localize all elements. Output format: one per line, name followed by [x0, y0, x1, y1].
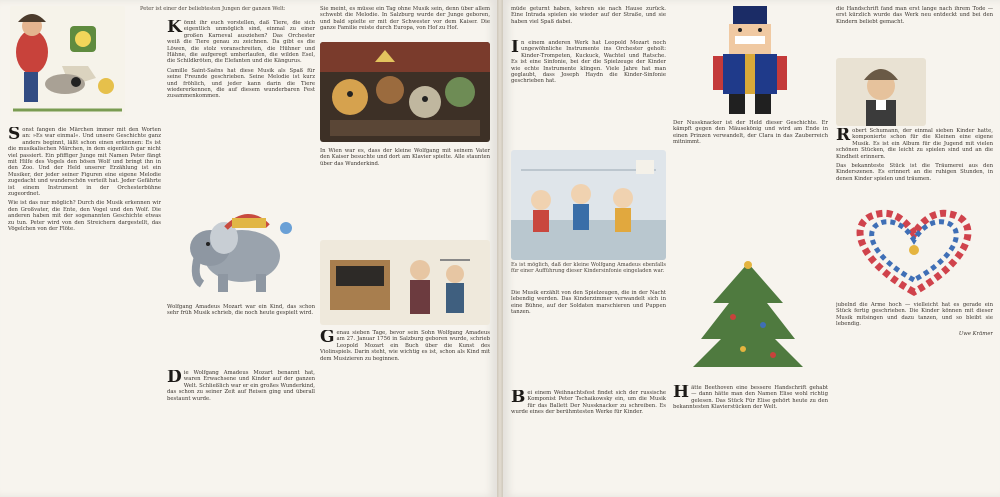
dropcap: K	[167, 20, 182, 37]
right-column-2-bottom	[673, 385, 828, 492]
peter-and-wolf-illustration	[10, 6, 125, 116]
caption-text: Peter ist einer der beliebtesten Jungen der ganzen Welt:	[140, 6, 286, 12]
paragraph: müde geturnt haben, kehren sie nach Hause zurück. Eine Intrada spielen sie wieder auf der Straße, und sie haben viel Spaß dabei.	[511, 6, 666, 25]
caption-text: Es ist möglich, daß der kleine Wolfgang Amadeus ebenfalls für einer Aufführung dieser Kindersinfonie eingeladen war.	[511, 262, 666, 275]
paragraph: onst fangen die Märchen immer mit den Worten an: »Es war einmal«. Und unsere Geschichte ganz anders beginnt, läßt schon einen erkennen: Es ist die musikalischen Märchen, in dem eigentlich gar nicht viel passiert. Ein pfiffiger Junge mit Namen Peter fängt mit Hilfe des Vogels den bösen Wolf und bringt ihn in den Zoo. Und der Held unserer Erzählung ist ein Musiker, der jeder seiner Figuren eine eigene Melodie zugedacht und wunderschön verteilt hat. Jeder Gefährte ist einem Instrument in der Orchesterbühne zugeordnet.	[8, 127, 161, 198]
paragraph: In Wien war es, dass der kleine Wolfgang mit seinem Vater den Kaiser besuchte und dort am Klavier spielte. Alle staunten über das Wunderkind.	[320, 148, 490, 167]
left-column-2-bottom	[167, 370, 315, 492]
dropcap: R	[836, 128, 851, 145]
left-column-2-lower	[167, 304, 315, 364]
elephant-illustration	[168, 198, 308, 298]
dropcap: D	[167, 370, 182, 387]
right-col1-top	[511, 6, 666, 36]
dropcap: G	[320, 330, 335, 347]
right-page	[503, 0, 1000, 497]
paragraph: ie Wolfgang Amadeus Mozart benannt hat, waren Erwachsene und Kinder auf der ganzen Welt. Schließlich war er ein großes Wunderkind, das schon zu seiner Zeit auf Reisen ging und überall bestaunt wurde.	[167, 370, 315, 402]
paragraph: Das bekannteste Stück ist die Träumerei aus den Kinderszenen. Es erinnert an die ruhigen Stunden, in denen Kinder spielen und träumen.	[836, 163, 993, 182]
right-column-1-bottom	[511, 390, 666, 492]
paragraph: Wolfgang Amadeus Mozart war ein Kind, das schon sehr früh Musik schrieb, die noch heute gespielt wird.	[167, 304, 315, 317]
left-column-2	[167, 20, 315, 195]
dropcap: I	[511, 40, 519, 57]
right-column-3-top	[836, 6, 993, 66]
dropcap: S	[8, 127, 21, 144]
children-orchestra-illustration	[511, 150, 666, 260]
author-name: Uwe Krämer	[958, 330, 993, 337]
left-column-3-bottom	[320, 330, 490, 492]
paragraph: Wie ist das nur möglich? Durch die Musik erkennen wir den Großvater, die Ente, den Vogel und den Wolf. Die anderen haben mit der sogenannten Geschichte etwas zu tun. Peter wird von den Streichern dargestellt, das Vögelchen von der Flöte.	[8, 200, 161, 233]
paragraph: die Handschrift fand man erst lange nach ihrem Tode — erst kürzlich wurde das Werk neu entdeckt und bei den Kindern beliebt gemacht.	[836, 6, 993, 25]
paragraph: ätte Beethoven eine bessere Handschrift gehabt — dann hätte man den Namen Elise wohl richtig gelesen. Das Stück Für Elise gehört heute zu den bekanntesten Klavierstücken der Welt.	[673, 385, 828, 411]
heart-of-candies-illustration	[836, 200, 993, 300]
dropcap: B	[511, 390, 526, 407]
nutcracker-illustration	[673, 6, 828, 116]
right-column-top	[320, 6, 490, 40]
christmas-tree-illustration	[673, 255, 823, 375]
paragraph: n einem anderen Werk hat Leopold Mozart noch ungewöhnliche Instrumente ins Orchester geholt: Kinder-Trompeten, Kuckuck, Wachtel und Ratsche. Es ist eine Sinfonie, bei der die Spielzeuge der Kinder wie echte Instrumente klingen. Viele Jahre hat man geglaubt, dass Joseph Haydn die Kinder-Sinfonie geschrieben hat.	[511, 40, 666, 85]
paragraph: obert Schumann, der einmal sieben Kinder hatte, komponierte schon für die Kleinen eine eigene Musik. Es ist ein Album für die Jugend mit vielen schönen Stücken, die leicht zu spielen sind und an die Kindheit erinnern.	[836, 128, 993, 160]
paragraph: jubelnd die Arme hoch — vielleicht hat es gerade ein Stück fertig geschrieben. Die Kinder können mit dieser Musik mitsingen und dazu tanzen, und so bleibt sie lebendig.	[836, 302, 993, 328]
paragraph: ei einem Weihnachtsfest findet sich der russische Komponist Peter Tschaikowsky ein, um die Musik für das Ballett Der Nussknacker zu schreiben. Es wurde eines der berühmtesten Werke für Kinder.	[511, 390, 666, 416]
paragraph: Der Nussknacker ist der Held dieser Geschichte. Er kämpft gegen den Mäusekönig und wird am Ende in einen Prinzen verwandelt, der Clara in das Zauberreich mitnimmt.	[673, 120, 828, 146]
beethoven-portrait-illustration	[836, 58, 926, 126]
paragraph: Camille Saint-Saëns hat diese Musik als Spaß für seine Freunde geschrieben. Seine Melodie ist kurz und fröhlich, und jeder kann darin die Tiere wiedererkennen, die auf diesem wunderbaren Fest zusammenkommen.	[167, 67, 315, 100]
dropcap: H	[673, 385, 690, 402]
paragraph: Die Musik erzählt von den Spielzeugen, die in der Nacht lebendig werden. Das Kinderzimmer verwandelt sich in eine Bühne, auf der Soldaten marschieren und Puppen tanzen.	[511, 290, 666, 316]
left-column-1	[8, 127, 161, 492]
right-column-3-bottom	[836, 302, 993, 492]
paragraph: Sie meint, es müsse ein Tag ohne Musik sein, denn über allem schwebt die Melodie. In Salzburg wurde der Junge geboren, und bald spielte er mit der Schwester vor dem Kaiser. Die ganze Familie reiste durch Europa, von Hof zu Hof.	[320, 6, 490, 32]
image-caption	[511, 262, 666, 284]
carnival-animals-illustration	[320, 42, 490, 142]
right-column-1-mid	[511, 290, 666, 385]
mozart-family-illustration	[320, 240, 490, 325]
paragraph: enau sieben Tage, bevor sein Sohn Wolfgang Amadeus am 27. Januar 1756 in Salzburg geboren wurde, schrieb Leopold Mozart ein Buch über die Kunst des Violinspiels. Darin steht, wie wichtig es ist, schon als Kind mit dem Musizieren zu beginnen.	[320, 330, 490, 362]
paragraph: önnt ihr euch vorstellen, daß Tiere, die sich eigentlich unmöglich sind, einmal zu einer großen Karneval ausziehen? Das Orchester weiß die Tiere genau zu zeichnen. Da gibt es die Löwen, die stolz voranschreiten, die Hühner und Hähne, die aufgeregt umherlaufen, die wilden Esel, die Schildkröten, die Elefanten und die Kängurus.	[167, 20, 315, 65]
top-caption	[140, 6, 350, 16]
left-page	[0, 0, 497, 497]
